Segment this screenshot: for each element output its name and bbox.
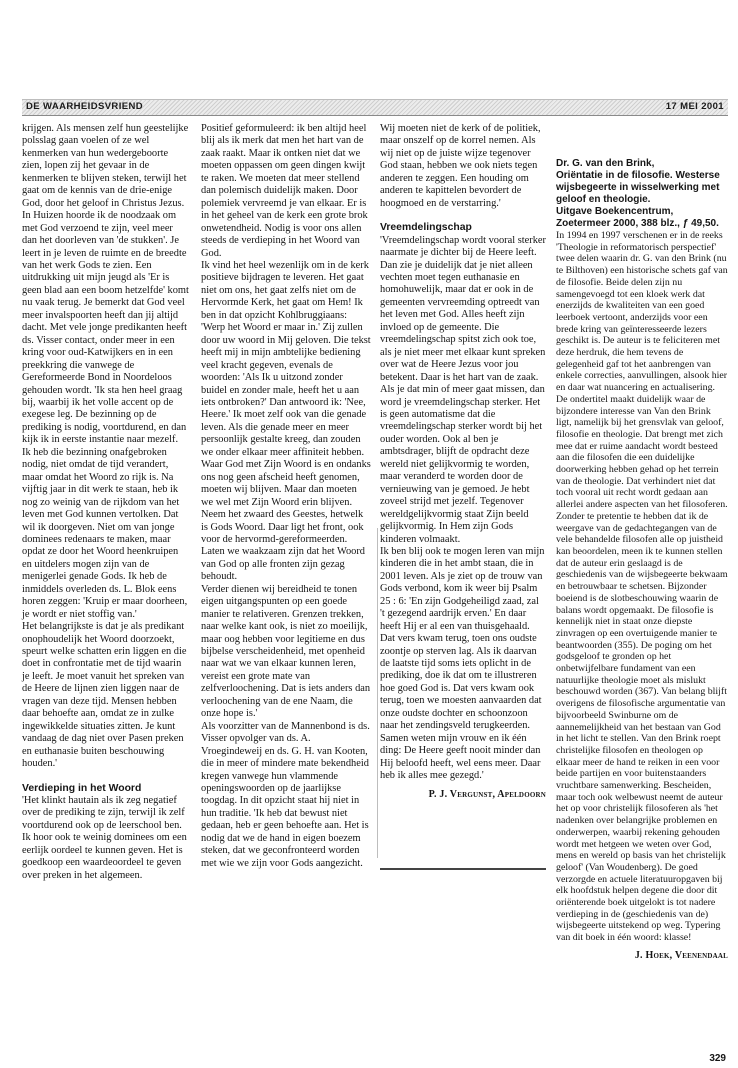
article-byline: P. J. Vergunst, Apeldoorn (428, 788, 546, 800)
article-column-2 (201, 123, 371, 870)
paragraph: Het belangrijkste is dat je als predikant onophoudelijk het Woord doorzoekt, speurt welke schatten erin liggen en die doet in confrontatie met de tijd waarin je leeft. Je moet vanuit het spreken van de Heere de lijnen zien liggen naar de vragen van deze tijd. Mensen hebben daar behoefte aan, omdat ze in zulke ingewikkelde situaties zitten. Je kunt vandaag de dag niet over Pasen preken en euthanasie buiten beschouwing houden.' (22, 621, 187, 770)
review-publisher: Uitgave Boekencentrum, Zoetermeer 2000, 388 blz., ƒ 49,50. (556, 206, 719, 229)
paragraph: Als voorzitter van de Mannenbond is ds. Visser opvolger van ds. A. Vroegindeweij en ds. G. H. van Kooten, die in meer of mindere mate bekendheid kregen vanwege hun vlammende openingswoorden op de jaarlijkse toogdag. In dit opzicht staat hij niet in hun traditie. 'Ik heb dat bewust niet gedaan, heb er geen behoefte aan. Het is nodig dat we de hand in eigen boezem steken, dat we geconfronteerd worden met wie we zijn voor Gods aangezicht. (201, 720, 370, 869)
review-body: In 1994 en 1997 verschenen er in de reeks 'Theologie in reformatorisch perspectief' twee delen waarin dr. G. van den Brink (nu te Bilthoven) een historische schets gaf van de filosofie. Beide delen zijn nu samengevoegd tot een kloek werk dat enerzijds de kwaliteiten van een goed leerboek vertoont, anderzijds voor een brede kring van geïnteresseerde lezers geschikt is. De auteur is te feliciteren met deze herdruk, die hem tevens de gelegenheid gaf tot het aanbrengen van enkele correcties, aanvullingen, alsook hier en daar wat nuancering en actualisering. De ondertitel maakt duidelijk waar de bijzondere interesse van Van den Brink ligt, namelijk bij het grensvlak van geloof, filosofie en theologie. Dat brengt met zich mee dat er ruime aandacht wordt besteed aan die filosofen die een duidelijke doorwerking hebben gehad op het terrein van de theologie. Dat verhindert niet dat toch vooral uit recht wordt gedaan aan allerlei andere aspecten van het filosoferen. Zonder te pretentie te hebben dat ik de weergave van de gedachtegangen van de vele behandelde filosofen alle op juistheid kan beoordelen, meen ik te kunnen stellen dat de auteur erin geslaagd is de geschiedenis van de wijsbegeerte bekwaam en betrouwbaar te schetsen. Bijzonder boeiend is de slotbeschouwing waarin de balans wordt opgemaakt. De filosofie is kennelijk niet in staat onze diepste zinvragen op een overtuigende manier te beantwoorden (355). De poging om het godsgeloof te gronden op het onbetwijfelbare fundament van een natuurlijke theologie moet als mislukt beschouwd worden (367). Van belang blijft overigens de filosofische argumentatie van bijvoorbeeld Swinburne om de aannemelijkheid van het bestaan van God in het licht te stellen. Van den Brink roept christelijke filosofen en theologen op elkaar meer de hand te reiken in een voor beide partijen en voor buitenstaanders vruchtbare samenwerking. Bescheiden, maar toch ook welbewust neemt de auteur het op voor christelijk filosoferen als 'het nadenken over belangrijke problemen en onderwerpen, waarbij rekening gehouden wordt met hetgeen we weten over God, mens en wereld op basis van het christelijk geloof' (Van Woudenberg). De goed verzorgde en actuele literatuuropgaven bij elk hoofdstuk helpen degene die door dit oriënterende boek uitgelokt is tot nadere verdieping in de (geschiedenis van de) wijsbegeerte uitstekend op weg. Typering van dit boek in één woord: klasse! (556, 230, 728, 944)
paragraph: Verder dienen wij bereidheid te tonen eigen uitgangspunten op een goede manier te relativeren. Grenzen trekken, naar welke kant ook, is niet zo moeilijk, maar oog hebben voor legitieme en dus bijbelse verscheidenheid, met openheid naar wat we van elkaar kunnen leren, vereist een grote mate van zelfverloochening. Dat is iets anders dan verloochening van de ene Naam, die onze hope is.' (201, 583, 371, 720)
section-heading: Verdieping in het Woord (22, 782, 142, 794)
page-number: 329 (709, 1053, 726, 1064)
review-book-title: Oriëntatie in de filosofie. Westerse wijsbegeerte in wisselwerking met geloof en theologie. (556, 170, 720, 205)
paragraph: Positief geformuleerd: ik ben altijd heel blij als ik merk dat men het hart van de zaak raakt. Maar ik ontken niet dat we moeten oppassen om geen dingen kwijt te raken. We moeten dat meer stellend dan polemisch duidelijk maken. Door polemiek vervreemd je van elkaar. Er is in het geheel van de kerk een grote brok onwetendheid. Nodig is voor ons allen steeds de verdieping in het Woord van God. (201, 123, 368, 259)
review-author: Dr. G. van den Brink, (556, 158, 655, 169)
book-review-column (556, 158, 728, 962)
issue-date: 17 MEI 2001 (665, 101, 724, 112)
page-header (22, 99, 728, 116)
paragraph: Ik vind het heel wezenlijk om in de kerk positieve bijdragen te leveren. Het gaat niet om ons, het gaat zelfs niet om de Hervormde Kerk, het gaat om Hem! Ik ben in dat opzicht Kohlbruggiaans: 'Werp het Woord er maar in.' Zij zullen door uw woord in Mij geloven. Die tekst heeft mij in mijn ambtelijke bediening veel kracht gegeven, evenals de woorden: 'Als Ik u uitzond zonder buidel en zonder male, heeft het u aan iets ontbroken?' Dan antwoord ik: 'Nee, Heere.' Ik moet zelf ook van die genade leven. Als die genade meer en meer persoonlijk gestalte kreeg, dan zouden we onder elkaar meer affiniteit hebben. Waar God met Zijn Woord is en ondanks ons nog geen afscheid heeft genomen, moeten wij blijven. Maar dan moeten we wel met Zijn Woord erin blijven. Neem het zwaard des Geestes, hetwelk is Gods Woord. Daar ligt het front, ook voor de hervormd-gereformeerden. Laten we waakzaam zijn dat het Woord van God op alle fronten zijn gezag behoudt. (201, 259, 371, 583)
masthead: DE WAARHEIDSVRIEND (26, 101, 143, 112)
column-divider (377, 528, 378, 858)
section-heading: Vreemdelingschap (380, 222, 472, 234)
article-column-3 (380, 123, 546, 801)
paragraph: 'Het klinkt hautain als ik zeg negatief over de prediking te zijn, terwijl ik zelf voortdurend ook op de leerschool ben. Ik hoor ook te weinig dominees om een eerlijk oordeel te kunnen geven. Het is goedkoop een waardeoordeel te geven over preken in het algemeen. (22, 795, 187, 881)
article-end-rule (380, 868, 546, 870)
article-column-1 (22, 123, 189, 882)
paragraph: 'Vreemdelingschap wordt vooral sterker naarmate je dichter bij de Heere leeft. Dan zie je duidelijk dat je niet alleen vechten moet tegen euthanasie en homohuwelijk, maar dat er ook in de gemeenten vervreemding optreedt van het leven met God. Alles heeft zijn invloed op de gemeente. Die vreemdelingschap spitst zich ook toe, als je niet meer met elkaar kunt spreken over wat de Heere Jezus voor jou betekent. Daar is het hart van de zaak. Als je dat min of meer gaat missen, dan word je vreemdelingschap sterker. Het is geen automatisme dat die vreemdelingschap sterker wordt bij het ouder worden. Ook al ben je ambtsdrager, blijft de opdracht deze wereld niet gelijkvormig te worden, maar veranderd te worden door de vernieuwing van je gemoed. Je hebt zoveel strijd met jezelf. Tegenover wereldgelijkvormig staat Zijn beeld gelijkvormig. In Hem zijn Gods kinderen volmaakt. (380, 234, 546, 545)
paragraph: krijgen. Als mensen zelf hun geestelijke polsslag gaan voelen of ze wel kenmerken van hun wedergeboorte zien, lopen zij het gevaar in de kenmerken te blijven steken, terwijl het gaat om de kennis van de drie-enige God, door het geloof in Christus Jezus. In Huizen hoorde ik de noodzaak om met God verzoend te zijn, veel meer dan het doorleven van 'de stukken'. Je leert in je leven de ruimte en de breedte van het werk Gods te zien. Een uitdrukking uit mijn jeugd als 'Er is geen blad aan een boom hetzelfde' komt nu vaak terug. Je bemerkt dat God veel meer invalspoorten heeft dan jij altijd dacht. Met vele jonge predikanten heeft ds. Visser contact, onder meer in een kring voor oud-Katwijkers en in een preekkring die vanwege de Gereformeerde Bond in Noordeloos gehouden wordt. 'Ik sta hen heel graag bij, waarbij ik het volle accent op de exegese leg. De bezinning op de prediking is nodig, voortdurend, en dan kijk ik in eerste instantie naar mezelf. Ik heb die bezinning onafgebroken nodig, niet omdat de tijd verandert, maar omdat het Woord zo rijk is. Na vijftig jaar in dit werk te staan, heb ik nog zo weinig van de rijkdom van het leven met God kunnen vertolken. Dat wil ik doorgeven. Niet om van jonge dominees redenaars te maken, maar opdat ze door het Woord heenkruipen en uitdelers mogen zijn van de menigerlei genade Gods. Ik heb de inmiddels overleden ds. L. Blok eens horen zeggen: 'Kruip er maar doorheen, je wordt er niet stoffig van.' (22, 123, 189, 620)
paragraph: Ik ben blij ook te mogen leren van mijn kinderen die in het ambt staan, die in 2001 leven. Als je ziet op de trouw van Gods verbond, kom ik weer bij Psalm 25 : 6: 'En zijn Godgeheiligd zaad, zal 't gezegend aardrijk erven.' En daar heeft Hij er al een van thuisgehaald. Dat vers kwam terug, toen ons oudste zoontje op sterven lag. Als ik daarvan de laatste tijd soms iets oplicht in de prediking, doe ik dat om te illustreren hoe goed God is. Dat vers kwam ook terug, toen we moesten aanvaarden dat onze oudste dochter en schoonzoon naar het zendingsveld terugkeerden. Samen weten mijn vrouw en ik één ding: De Heere geeft nooit minder dan Hij beloofd heeft, wel eens meer. Daar heb ik alles mee gezegd.' (380, 545, 545, 782)
review-byline: J. Hoek, Veenendaal (634, 949, 728, 961)
paragraph: Wij moeten niet de kerk of de politiek, maar onszelf op de korrel nemen. Als wij niet op de juiste wijze tegenover God staan, hebben we ook niets tegen anderen te zeggen. Een houding om anderen te kapittelen bevordert de hoogmoed en de verstarring.' (380, 123, 541, 209)
